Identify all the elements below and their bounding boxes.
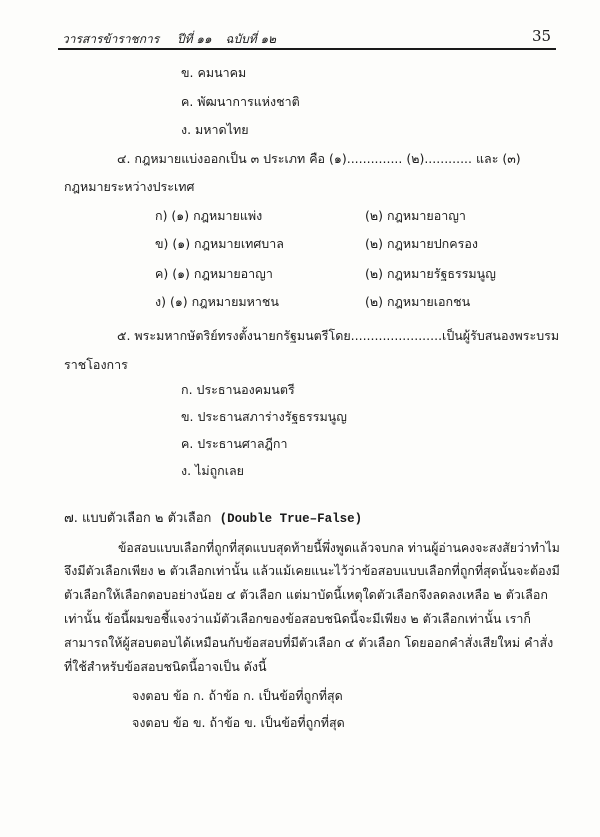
section-7-heading: [64, 507, 362, 528]
prev-option-d: ง. มหาดไทย: [181, 122, 249, 137]
paragraph-line-5: สามารถให้ผู้สอบตอบได้เหมือนกับข้อสอบที่มีตัวเลือก ๔ ตัวเลือก โดยออกคำสั่งเสียใหม่ คำสั่ง: [64, 635, 554, 650]
instruction-2: จงตอบ ข้อ ข. ถ้าข้อ ข. เป็นข้อที่ถูกที่สุด: [132, 715, 345, 730]
q4-option-b-right: (๒) กฎหมายปกครอง: [365, 236, 478, 251]
q5-option-a: ก. ประธานองคมนตรี: [181, 382, 295, 397]
instruction-1: จงตอบ ข้อ ก. ถ้าข้อ ก. เป็นข้อที่ถูกที่สุด: [132, 688, 343, 703]
paragraph-line-3: ตัวเลือกให้เลือกตอบอย่างน้อย ๔ ตัวเลือก แต่มาบัดนี้เหตุใดตัวเลือกจึงลดลงเหลือ ๒ ตัวเลือก: [64, 587, 548, 602]
paragraph-line-1: ข้อสอบแบบเลือกที่ถูกที่สุดแบบสุดท้ายนี้พึ่งพูดแล้วจบกล ท่านผู้อ่านคงจะสงสัยว่าทำไม: [118, 540, 560, 555]
page-number: 35: [532, 27, 552, 45]
q5-stem-cont: ราชโองการ: [64, 357, 128, 372]
q5-stem: ๕. พระมหากษัตริย์ทรงตั้งนายกรัฐมนตรีโดย.......................เป็นผู้รับสนองพระบรม: [117, 328, 560, 343]
q4-stem: ๔. กฎหมายแบ่งออกเป็น ๓ ประเภท คือ (๑).............. (๒)............ และ (๓): [117, 151, 521, 166]
running-header: [62, 30, 276, 49]
journal-issue: ฉบับที่ ๑๒: [225, 32, 277, 46]
section-7-title: ๗. แบบตัวเลือก ๒ ตัวเลือก: [64, 511, 212, 526]
q4-option-b-left: ข) (๑) กฎหมายเทศบาล: [155, 236, 284, 251]
q4-option-a-right: (๒) กฎหมายอาญา: [365, 208, 466, 223]
q4-option-c-left: ค) (๑) กฎหมายอาญา: [155, 266, 273, 281]
q4-option-c-right: (๒) กฎหมายรัฐธรรมนูญ: [365, 266, 496, 281]
paragraph-line-2: จึงมีตัวเลือกเพียง ๒ ตัวเลือกเท่านั้น แล้วแม้เคยแนะไว้ว่าข้อสอบแบบเลือกที่ถูกที่สุดนั้นจะต้องมี: [64, 563, 560, 578]
journal-name: วารสารข้าราชการ: [62, 32, 160, 46]
header-rule: [58, 48, 556, 50]
q4-option-a-left: ก) (๑) กฎหมายแพ่ง: [155, 208, 263, 223]
prev-option-c: ค. พัฒนาการแห่งชาติ: [181, 94, 300, 109]
journal-year: ปีที่ ๑๑: [176, 32, 212, 46]
paragraph-line-4: เท่านั้น ข้อนี้ผมขอชี้แจงว่าแม้ตัวเลือกของข้อสอบชนิดนี้จะมีเพียง ๒ ตัวเลือกเท่านั้น เราก็: [64, 611, 531, 626]
q5-option-c: ค. ประธานศาลฎีกา: [181, 436, 288, 451]
section-7-title-en: (Double True–False): [219, 512, 363, 526]
q4-option-d-right: (๒) กฎหมายเอกชน: [365, 294, 471, 309]
q4-stem-cont: กฎหมายระหว่างประเทศ: [64, 179, 195, 194]
q4-option-d-left: ง) (๑) กฎหมายมหาชน: [155, 294, 279, 309]
prev-option-b: ข. คมนาคม: [181, 65, 247, 80]
q5-option-d: ง. ไม่ถูกเลย: [181, 463, 244, 478]
paragraph-line-6: ที่ใช้สำหรับข้อสอบชนิดนี้อาจเป็น ดังนี้: [64, 659, 267, 674]
q5-option-b: ข. ประธานสภาร่างรัฐธรรมนูญ: [181, 409, 347, 424]
